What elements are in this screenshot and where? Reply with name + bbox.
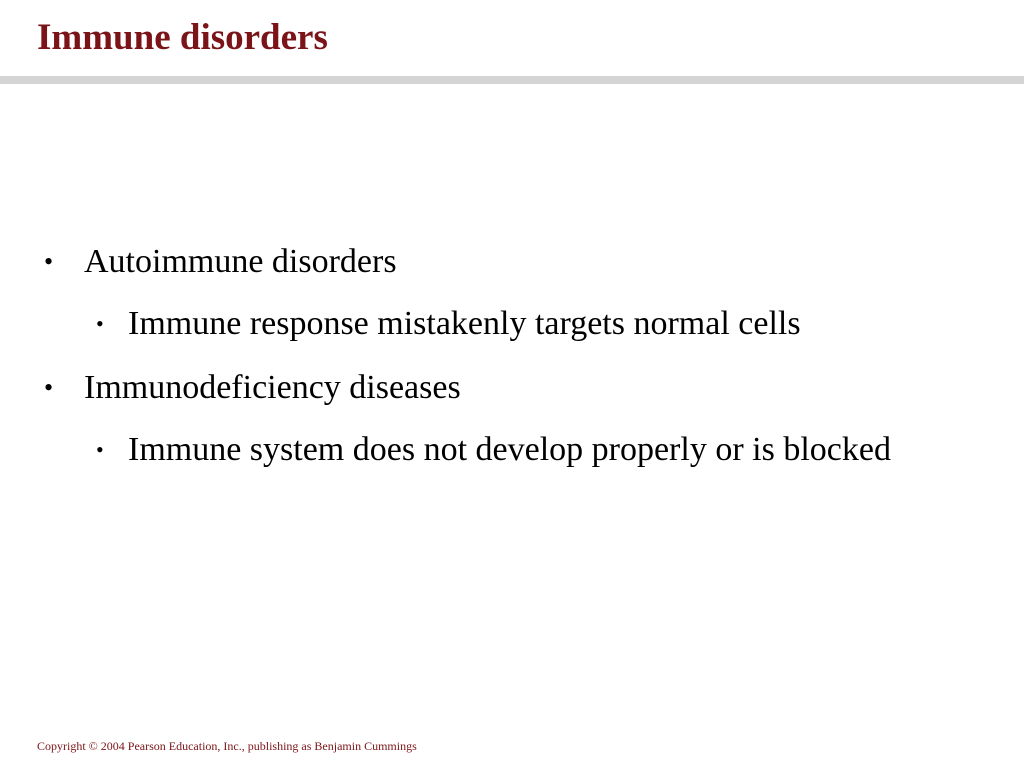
sub-bullet-item	[0, 428, 1024, 472]
bullet-icon: •	[44, 373, 54, 402]
bullet-icon: •	[96, 311, 104, 336]
sub-bullet-item	[0, 302, 1024, 346]
sub-bullet-text: Immune system does not develop properly or is blocked	[128, 431, 891, 468]
title-divider	[0, 76, 1024, 84]
bullet-text: Autoimmune disorders	[84, 243, 397, 280]
copyright-footer: Copyright © 2004 Pearson Education, Inc., publishing as Benjamin Cummings	[37, 739, 417, 753]
bullet-icon: •	[44, 247, 54, 276]
bullet-item	[0, 366, 1024, 410]
slide-title: Immune disorders	[37, 17, 328, 58]
bullet-icon: •	[96, 437, 104, 462]
sub-bullet-text: Immune response mistakenly targets normal cells	[128, 305, 801, 342]
slide-body	[0, 240, 1024, 472]
bullet-item	[0, 240, 1024, 284]
bullet-text: Immunodeficiency diseases	[84, 369, 461, 406]
